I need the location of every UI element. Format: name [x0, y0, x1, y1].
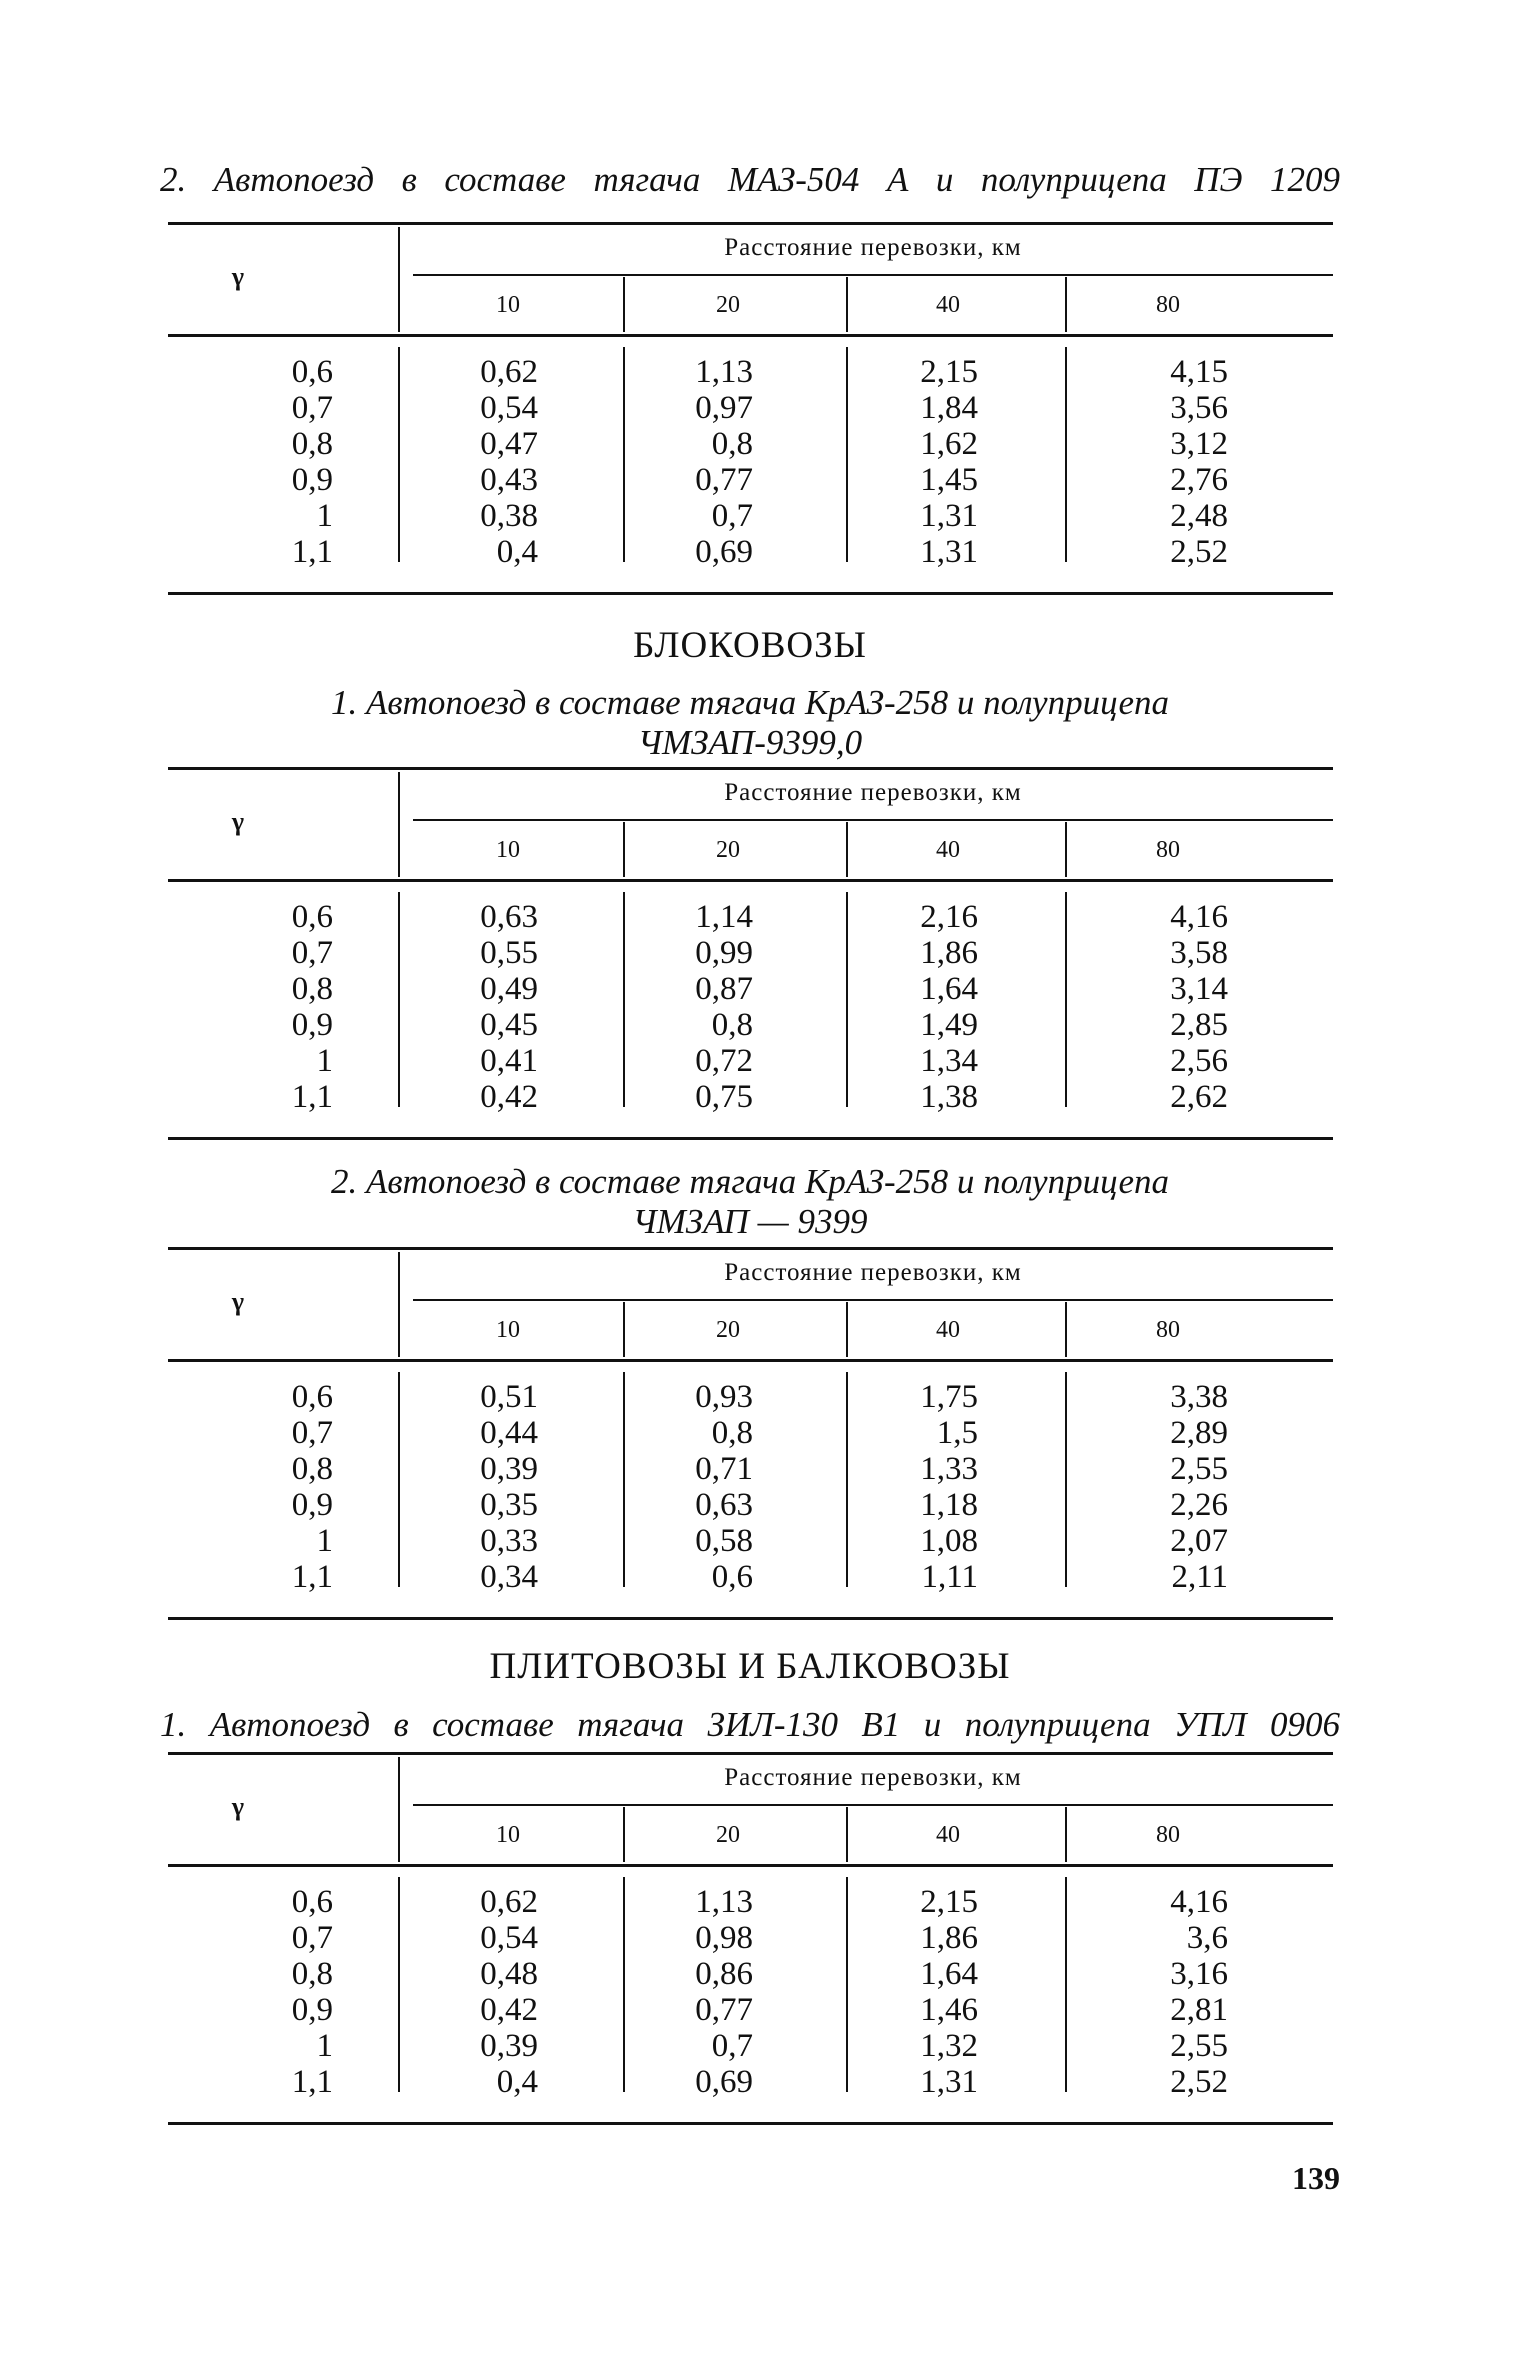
table-cell: 0,55 — [480, 935, 538, 971]
data-column — [1013, 1884, 1228, 2100]
column-header: 40 — [936, 1822, 960, 1848]
column-divider — [623, 1302, 625, 1357]
table-cell: 1,62 — [920, 426, 978, 462]
table-cell: 0,69 — [695, 2064, 753, 2100]
column-divider — [623, 822, 625, 877]
table-cell: 0,54 — [480, 1920, 538, 1956]
table-cell: 3,16 — [1170, 1956, 1228, 1992]
column-divider — [398, 1252, 400, 1357]
table-bottom-rule — [168, 1137, 1333, 1140]
column-divider — [1065, 822, 1067, 877]
table-cell: 0,71 — [695, 1451, 753, 1487]
table-cell: 0,77 — [695, 462, 753, 498]
gamma-column — [168, 1884, 333, 2100]
table-cell: 2,15 — [920, 1884, 978, 1920]
column-divider — [398, 1757, 400, 1862]
gamma-cell: 0,9 — [291, 1992, 333, 2028]
table-cell: 0,97 — [695, 390, 753, 426]
table-cell: 2,11 — [1171, 1559, 1228, 1595]
table-cell: 2,48 — [1170, 498, 1228, 534]
column-header: 20 — [716, 1822, 740, 1848]
gamma-cell: 1,1 — [291, 534, 333, 570]
gamma-cell: 0,6 — [291, 1884, 333, 1920]
column-header: 20 — [716, 292, 740, 318]
table-cell: 1,5 — [936, 1415, 978, 1451]
data-column — [568, 354, 753, 570]
table-cell: 2,55 — [1170, 2028, 1228, 2064]
group-header: Расстояние перевозки, км — [724, 234, 1022, 261]
column-divider — [846, 1807, 848, 1862]
table-cell: 0,49 — [480, 971, 538, 1007]
data-column — [793, 1379, 978, 1595]
data-column — [413, 899, 538, 1115]
data-column — [413, 1379, 538, 1595]
table-cell: 2,62 — [1170, 1079, 1228, 1115]
data-column — [413, 1884, 538, 2100]
header-bottom-rule — [168, 1359, 1333, 1362]
table-cell: 0,63 — [695, 1487, 753, 1523]
gamma-cell: 0,7 — [291, 1415, 333, 1451]
table-cell: 0,69 — [695, 534, 753, 570]
data-column — [568, 1379, 753, 1595]
column-header: 20 — [716, 837, 740, 863]
table-top-rule — [168, 222, 1333, 225]
table-cell: 0,4 — [496, 534, 538, 570]
table-cell: 0,8 — [711, 1415, 753, 1451]
gamma-cell: 1 — [316, 1043, 333, 1079]
column-divider — [1065, 1302, 1067, 1357]
column-divider — [398, 892, 400, 1107]
table-cell: 3,14 — [1170, 971, 1228, 1007]
column-header: 80 — [1156, 837, 1180, 863]
table-cell: 1,86 — [920, 935, 978, 971]
column-divider — [398, 1372, 400, 1587]
table-top-rule — [168, 1752, 1333, 1755]
table-cell: 3,58 — [1170, 935, 1228, 971]
table-cell: 1,45 — [920, 462, 978, 498]
table-cell: 0,4 — [496, 2064, 538, 2100]
heading-blokovozy: БЛОКОВОЗЫ — [633, 625, 867, 666]
column-header: 40 — [936, 292, 960, 318]
column-divider — [846, 822, 848, 877]
table-cell: 1,08 — [920, 1523, 978, 1559]
table-cell: 0,33 — [480, 1523, 538, 1559]
column-header: 10 — [496, 1822, 520, 1848]
section-2-caption — [160, 683, 1340, 763]
gamma-cell: 0,9 — [291, 462, 333, 498]
table-cell: 1,75 — [920, 1379, 978, 1415]
header-bottom-rule — [168, 879, 1333, 882]
gamma-cell: 1,1 — [291, 2064, 333, 2100]
table-cell: 0,44 — [480, 1415, 538, 1451]
table-top-rule — [168, 1247, 1333, 1250]
data-column — [793, 899, 978, 1115]
table-cell: 4,16 — [1170, 899, 1228, 935]
header-bottom-rule — [168, 334, 1333, 337]
gamma-header: γ — [231, 1287, 245, 1316]
page-number: 139 — [1292, 2160, 1340, 2196]
column-divider — [398, 347, 400, 562]
gamma-cell: 0,6 — [291, 354, 333, 390]
table-cell: 2,85 — [1170, 1007, 1228, 1043]
table-cell: 1,64 — [920, 971, 978, 1007]
table-cell: 1,38 — [920, 1079, 978, 1115]
table-cell: 0,87 — [695, 971, 753, 1007]
column-divider — [623, 277, 625, 332]
table-cell: 0,7 — [711, 2028, 753, 2064]
header-sub-rule — [413, 1804, 1333, 1806]
table-cell: 4,16 — [1170, 1884, 1228, 1920]
column-header: 10 — [496, 292, 520, 318]
table-cell: 0,86 — [695, 1956, 753, 1992]
data-column — [1013, 354, 1228, 570]
table-cell: 0,39 — [480, 2028, 538, 2064]
table-bottom-rule — [168, 2122, 1333, 2125]
table-cell: 0,43 — [480, 462, 538, 498]
column-divider — [846, 1302, 848, 1357]
table-cell: 0,8 — [711, 426, 753, 462]
table-cell: 0,93 — [695, 1379, 753, 1415]
table-cell: 0,62 — [480, 354, 538, 390]
table-cell: 0,75 — [695, 1079, 753, 1115]
data-column — [568, 1884, 753, 2100]
gamma-header: γ — [231, 262, 245, 291]
table-bottom-rule — [168, 592, 1333, 595]
table-cell: 1,49 — [920, 1007, 978, 1043]
table-cell: 2,76 — [1170, 462, 1228, 498]
table-cell: 1,11 — [921, 1559, 978, 1595]
section-4-caption — [160, 1705, 1340, 1745]
gamma-cell: 0,8 — [291, 1451, 333, 1487]
table-cell: 0,58 — [695, 1523, 753, 1559]
table-cell: 1,86 — [920, 1920, 978, 1956]
table-cell: 1,31 — [920, 534, 978, 570]
table-cell: 1,18 — [920, 1487, 978, 1523]
table-cell: 0,42 — [480, 1079, 538, 1115]
caption-line: 2. Автопоезд в составе тягача МАЗ-504 А и полуприцепа ПЭ 1209 — [160, 160, 1340, 199]
group-header: Расстояние перевозки, км — [724, 779, 1022, 806]
table-cell: 0,77 — [695, 1992, 753, 2028]
table-cell: 1,13 — [695, 1884, 753, 1920]
heading-plitovozy: ПЛИТОВОЗЫ И БАЛКОВОЗЫ — [489, 1646, 1011, 1687]
table-cell: 0,7 — [711, 498, 753, 534]
column-header: 80 — [1156, 1317, 1180, 1343]
gamma-cell: 1 — [316, 1523, 333, 1559]
column-divider — [398, 1877, 400, 2092]
caption-line: 1. Автопоезд в составе тягача ЗИЛ-130 В1 и полуприцепа УПЛ 0906 — [160, 1705, 1340, 1744]
column-header: 10 — [496, 1317, 520, 1343]
gamma-header: γ — [231, 1792, 245, 1821]
column-header: 80 — [1156, 292, 1180, 318]
gamma-cell: 1,1 — [291, 1559, 333, 1595]
data-column — [793, 1884, 978, 2100]
gamma-cell: 0,7 — [291, 935, 333, 971]
header-bottom-rule — [168, 1864, 1333, 1867]
gamma-cell: 0,7 — [291, 390, 333, 426]
gamma-cell: 0,6 — [291, 1379, 333, 1415]
table-cell: 2,52 — [1170, 534, 1228, 570]
gamma-cell: 0,9 — [291, 1487, 333, 1523]
table-cell: 0,51 — [480, 1379, 538, 1415]
table-cell: 2,81 — [1170, 1992, 1228, 2028]
header-sub-rule — [413, 819, 1333, 821]
gamma-cell: 1 — [316, 498, 333, 534]
table-cell: 1,14 — [695, 899, 753, 935]
table-cell: 1,33 — [920, 1451, 978, 1487]
table-cell: 4,15 — [1170, 354, 1228, 390]
table-cell: 2,89 — [1170, 1415, 1228, 1451]
table-cell: 3,38 — [1170, 1379, 1228, 1415]
column-header: 40 — [936, 1317, 960, 1343]
table-cell: 0,8 — [711, 1007, 753, 1043]
data-column — [793, 354, 978, 570]
table-cell: 1,13 — [695, 354, 753, 390]
data-column — [413, 354, 538, 570]
table-cell: 0,38 — [480, 498, 538, 534]
gamma-cell: 0,8 — [291, 971, 333, 1007]
column-divider — [1065, 1807, 1067, 1862]
column-divider — [846, 277, 848, 332]
table-cell: 1,34 — [920, 1043, 978, 1079]
gamma-cell: 0,8 — [291, 1956, 333, 1992]
table-cell: 0,98 — [695, 1920, 753, 1956]
table-cell: 2,55 — [1170, 1451, 1228, 1487]
table-cell: 0,48 — [480, 1956, 538, 1992]
column-divider — [623, 1807, 625, 1862]
caption-line: ЧМЗАП — 9399 — [632, 1202, 868, 1241]
gamma-cell: 0,7 — [291, 1920, 333, 1956]
column-header: 40 — [936, 837, 960, 863]
header-sub-rule — [413, 1299, 1333, 1301]
table-cell: 0,42 — [480, 1992, 538, 2028]
table-cell: 1,31 — [920, 498, 978, 534]
gamma-header: γ — [231, 807, 245, 836]
table-cell: 0,35 — [480, 1487, 538, 1523]
table-cell: 2,52 — [1170, 2064, 1228, 2100]
table-bottom-rule — [168, 1617, 1333, 1620]
table-cell: 1,84 — [920, 390, 978, 426]
gamma-cell: 1,1 — [291, 1079, 333, 1115]
column-header: 20 — [716, 1317, 740, 1343]
table-cell: 3,12 — [1170, 426, 1228, 462]
table-cell: 0,54 — [480, 390, 538, 426]
gamma-cell: 1 — [316, 2028, 333, 2064]
table-top-rule — [168, 767, 1333, 770]
table-cell: 0,6 — [711, 1559, 753, 1595]
caption-line: 1. Автопоезд в составе тягача КрАЗ-258 и полуприцепа — [330, 683, 1170, 722]
table-cell: 2,07 — [1170, 1523, 1228, 1559]
gamma-cell: 0,9 — [291, 1007, 333, 1043]
table-cell: 0,41 — [480, 1043, 538, 1079]
data-column — [1013, 1379, 1228, 1595]
table-cell: 0,62 — [480, 1884, 538, 1920]
column-header: 80 — [1156, 1822, 1180, 1848]
data-column — [568, 899, 753, 1115]
table-cell: 0,34 — [480, 1559, 538, 1595]
table-cell: 1,46 — [920, 1992, 978, 2028]
gamma-cell: 0,6 — [291, 899, 333, 935]
gamma-column — [168, 354, 333, 570]
data-column — [1013, 899, 1228, 1115]
table-cell: 0,45 — [480, 1007, 538, 1043]
table-cell: 0,63 — [480, 899, 538, 935]
table-cell: 2,56 — [1170, 1043, 1228, 1079]
table-cell: 0,39 — [480, 1451, 538, 1487]
header-sub-rule — [413, 274, 1333, 276]
table-cell: 0,47 — [480, 426, 538, 462]
column-divider — [1065, 277, 1067, 332]
table-cell: 2,15 — [920, 354, 978, 390]
group-header: Расстояние перевозки, км — [724, 1259, 1022, 1286]
table-cell: 1,31 — [920, 2064, 978, 2100]
group-header: Расстояние перевозки, км — [724, 1764, 1022, 1791]
table-cell: 0,72 — [695, 1043, 753, 1079]
column-header: 10 — [496, 837, 520, 863]
gamma-column — [168, 1379, 333, 1595]
column-divider — [398, 227, 400, 332]
section-3-caption — [160, 1162, 1340, 1242]
table-cell: 3,56 — [1170, 390, 1228, 426]
gamma-column — [168, 899, 333, 1115]
gamma-cell: 0,8 — [291, 426, 333, 462]
table-cell: 1,32 — [920, 2028, 978, 2064]
caption-line: 2. Автопоезд в составе тягача КрАЗ-258 и полуприцепа — [330, 1162, 1170, 1201]
column-divider — [398, 772, 400, 877]
table-cell: 1,64 — [920, 1956, 978, 1992]
table-cell: 0,99 — [695, 935, 753, 971]
section-1-caption — [160, 160, 1340, 200]
table-cell: 2,26 — [1170, 1487, 1228, 1523]
table-cell: 3,6 — [1186, 1920, 1228, 1956]
caption-line: ЧМЗАП-9399,0 — [637, 723, 863, 762]
table-cell: 2,16 — [920, 899, 978, 935]
